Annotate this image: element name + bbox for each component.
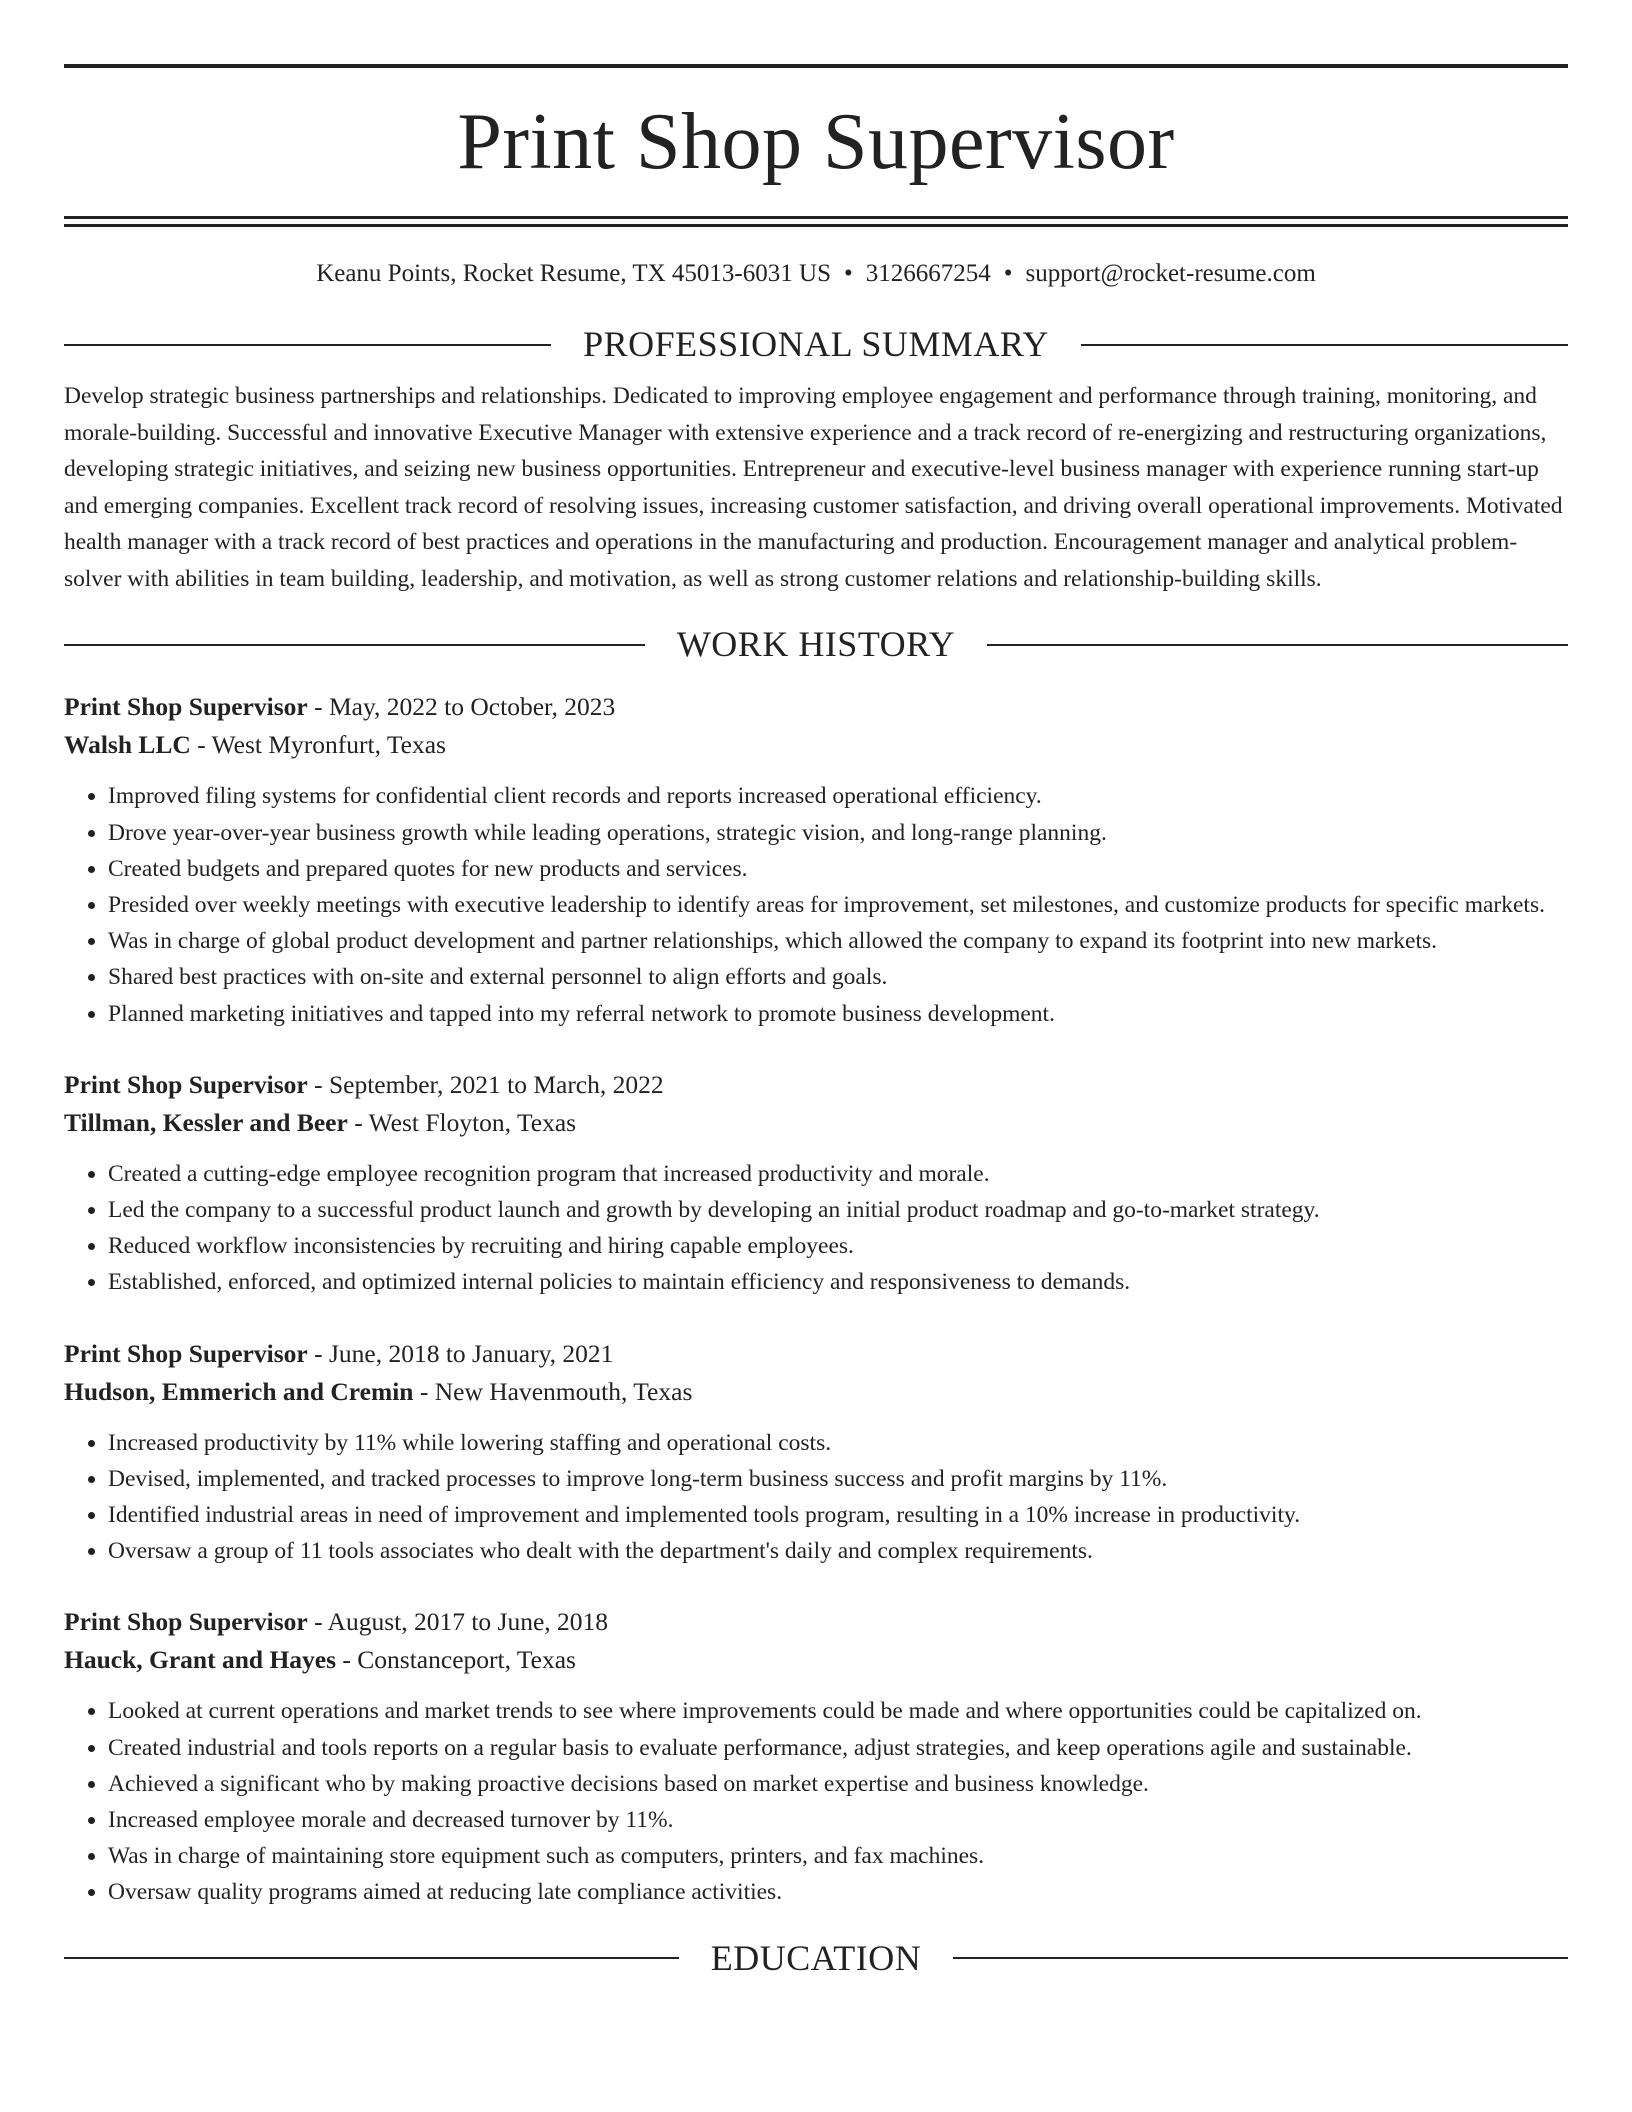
job-title-line: [64, 688, 1568, 726]
job-entry: [64, 1066, 1568, 1301]
job-bullets: [64, 1693, 1568, 1910]
contact-separator: •: [843, 260, 853, 287]
section-rule-right: [987, 644, 1568, 646]
job-title-line: [64, 1335, 1568, 1373]
job-title-line: [64, 1066, 1568, 1104]
list-item: • Led the company to a successful product launch and growth by developing an initial product roadmap and go-to-market strategy.: [108, 1192, 1568, 1228]
contact-separator: •: [1003, 260, 1013, 287]
job-company-line: [64, 726, 1568, 764]
job-company-line: [64, 1104, 1568, 1142]
list-item: • Identified industrial areas in need of improvement and implemented tools program, resulting in a 10% increase in productivity.: [108, 1497, 1568, 1533]
list-item: • Achieved a significant who by making proactive decisions based on market expertise and business knowledge.: [108, 1766, 1568, 1802]
job-location: - West Myronfurt, Texas: [190, 730, 446, 760]
job-dates: - September, 2021 to March, 2022: [307, 1069, 664, 1099]
section-rule-right: [1081, 344, 1568, 346]
job-company: Hudson, Emmerich and Cremin: [64, 1376, 414, 1406]
job-company-line: [64, 1373, 1568, 1411]
list-item: • Was in charge of global product development and partner relationships, which allowed the company to expand its footprint into new markets.: [108, 923, 1568, 959]
job-company: Tillman, Kessler and Beer: [64, 1107, 348, 1137]
job-dates: - June, 2018 to January, 2021: [307, 1338, 614, 1368]
list-item: • Planned marketing initiatives and tapped into my referral network to promote business development.: [108, 996, 1568, 1032]
list-item: • Oversaw quality programs aimed at reducing late compliance activities.: [108, 1874, 1568, 1910]
job-entry: [64, 1603, 1568, 1910]
resume-page: [64, 0, 1568, 1980]
list-item: • Created budgets and prepared quotes for new products and services.: [108, 851, 1568, 887]
section-rule-left: [64, 644, 645, 646]
job-title: Print Shop Supervisor: [64, 1069, 308, 1099]
job-entry: [64, 1335, 1568, 1570]
list-item: • Created industrial and tools reports on a regular basis to evaluate performance, adjust strategies, and keep operations agile and sustainable.: [108, 1730, 1568, 1766]
list-item: • Reduced workflow inconsistencies by recruiting and hiring capable employees.: [108, 1228, 1568, 1264]
list-item: • Looked at current operations and market trends to see where improvements could be made and where opportunities could be capitalized on.: [108, 1693, 1568, 1729]
list-item: • Established, enforced, and optimized internal policies to maintain efficiency and responsiveness to demands.: [108, 1264, 1568, 1300]
job-title-line: [64, 1603, 1568, 1641]
top-rule: [64, 64, 1568, 68]
list-item: • Increased employee morale and decreased turnover by 11%.: [108, 1802, 1568, 1838]
section-rule-right: [953, 1957, 1568, 1959]
contact-email: support@rocket-resume.com: [1025, 260, 1316, 287]
list-item: • Presided over weekly meetings with executive leadership to identify areas for improvement, set milestones, and customize products for specific markets.: [108, 887, 1568, 923]
list-item: • Created a cutting-edge employee recognition program that increased productivity and morale.: [108, 1156, 1568, 1192]
section-rule-left: [64, 1957, 679, 1959]
contact-address: Keanu Points, Rocket Resume, TX 45013-6031 US: [316, 260, 831, 287]
section-title: EDUCATION: [710, 1937, 922, 1978]
list-item: • Oversaw a group of 11 tools associates who dealt with the department's daily and complex requirements.: [108, 1533, 1568, 1569]
section-title: PROFESSIONAL SUMMARY: [583, 324, 1049, 364]
section-title: WORK HISTORY: [676, 624, 956, 665]
section-rule-left: [64, 344, 551, 346]
job-company: Walsh LLC: [64, 730, 191, 760]
title-double-rule: [64, 216, 1568, 227]
section-heading-summary: [64, 323, 1568, 366]
list-item: • Improved filing systems for confidential client records and reports increased operational efficiency.: [108, 778, 1568, 814]
job-bullets: [64, 778, 1568, 1031]
job-company: Hauck, Grant and Hayes: [64, 1645, 337, 1675]
list-item: • Was in charge of maintaining store equipment such as computers, printers, and fax machines.: [108, 1838, 1568, 1874]
page-title: Print Shop Supervisor: [457, 98, 1175, 186]
job-dates: - August, 2017 to June, 2018: [307, 1607, 609, 1637]
job-bullets: [64, 1156, 1568, 1301]
job-location: - West Floyton, Texas: [347, 1107, 577, 1137]
job-location: - New Havenmouth, Texas: [413, 1376, 693, 1406]
section-heading-education: [64, 1937, 1568, 1980]
list-item: • Drove year-over-year business growth while leading operations, strategic vision, and long-range planning.: [108, 815, 1568, 851]
jobs-list: [64, 688, 1568, 1910]
summary-text: Develop strategic business partnerships and relationships. Dedicated to improving employee engagement and performance through training, monitoring, and morale-building. Successful and innovative Executive Manager with extensive experience and a track record of re-energizing and restructuring organizations, developing strategic initiatives, and seizing new business opportunities. Entrepreneur and executive-level business manager with experience running start-up and emerging companies. Excellent track record of resolving issues, increasing customer satisfaction, and driving overall operational improvements. Motivated health manager with a track record of best practices and operations in the manufacturing and production. Encouragement manager and analytical problem-solver with abilities in team building, leadership, and motivation, as well as strong customer relations and relationship-building skills.: [64, 383, 1563, 592]
job-bullets: [64, 1425, 1568, 1570]
job-title: Print Shop Supervisor: [64, 1607, 308, 1637]
section-heading-work-history: [64, 623, 1568, 666]
job-company-line: [64, 1641, 1568, 1679]
job-title: Print Shop Supervisor: [64, 692, 308, 722]
job-entry: [64, 688, 1568, 1031]
contact-line: [64, 259, 1568, 289]
list-item: • Devised, implemented, and tracked processes to improve long-term business success and profit margins by 11%.: [108, 1461, 1568, 1497]
job-location: - Constanceport, Texas: [336, 1645, 576, 1675]
job-dates: - May, 2022 to October, 2023: [307, 692, 616, 722]
list-item: • Shared best practices with on-site and external personnel to align efforts and goals.: [108, 959, 1568, 995]
job-title: Print Shop Supervisor: [64, 1338, 308, 1368]
list-item: • Increased productivity by 11% while lowering staffing and operational costs.: [108, 1425, 1568, 1461]
contact-phone: 3126667254: [865, 260, 991, 287]
